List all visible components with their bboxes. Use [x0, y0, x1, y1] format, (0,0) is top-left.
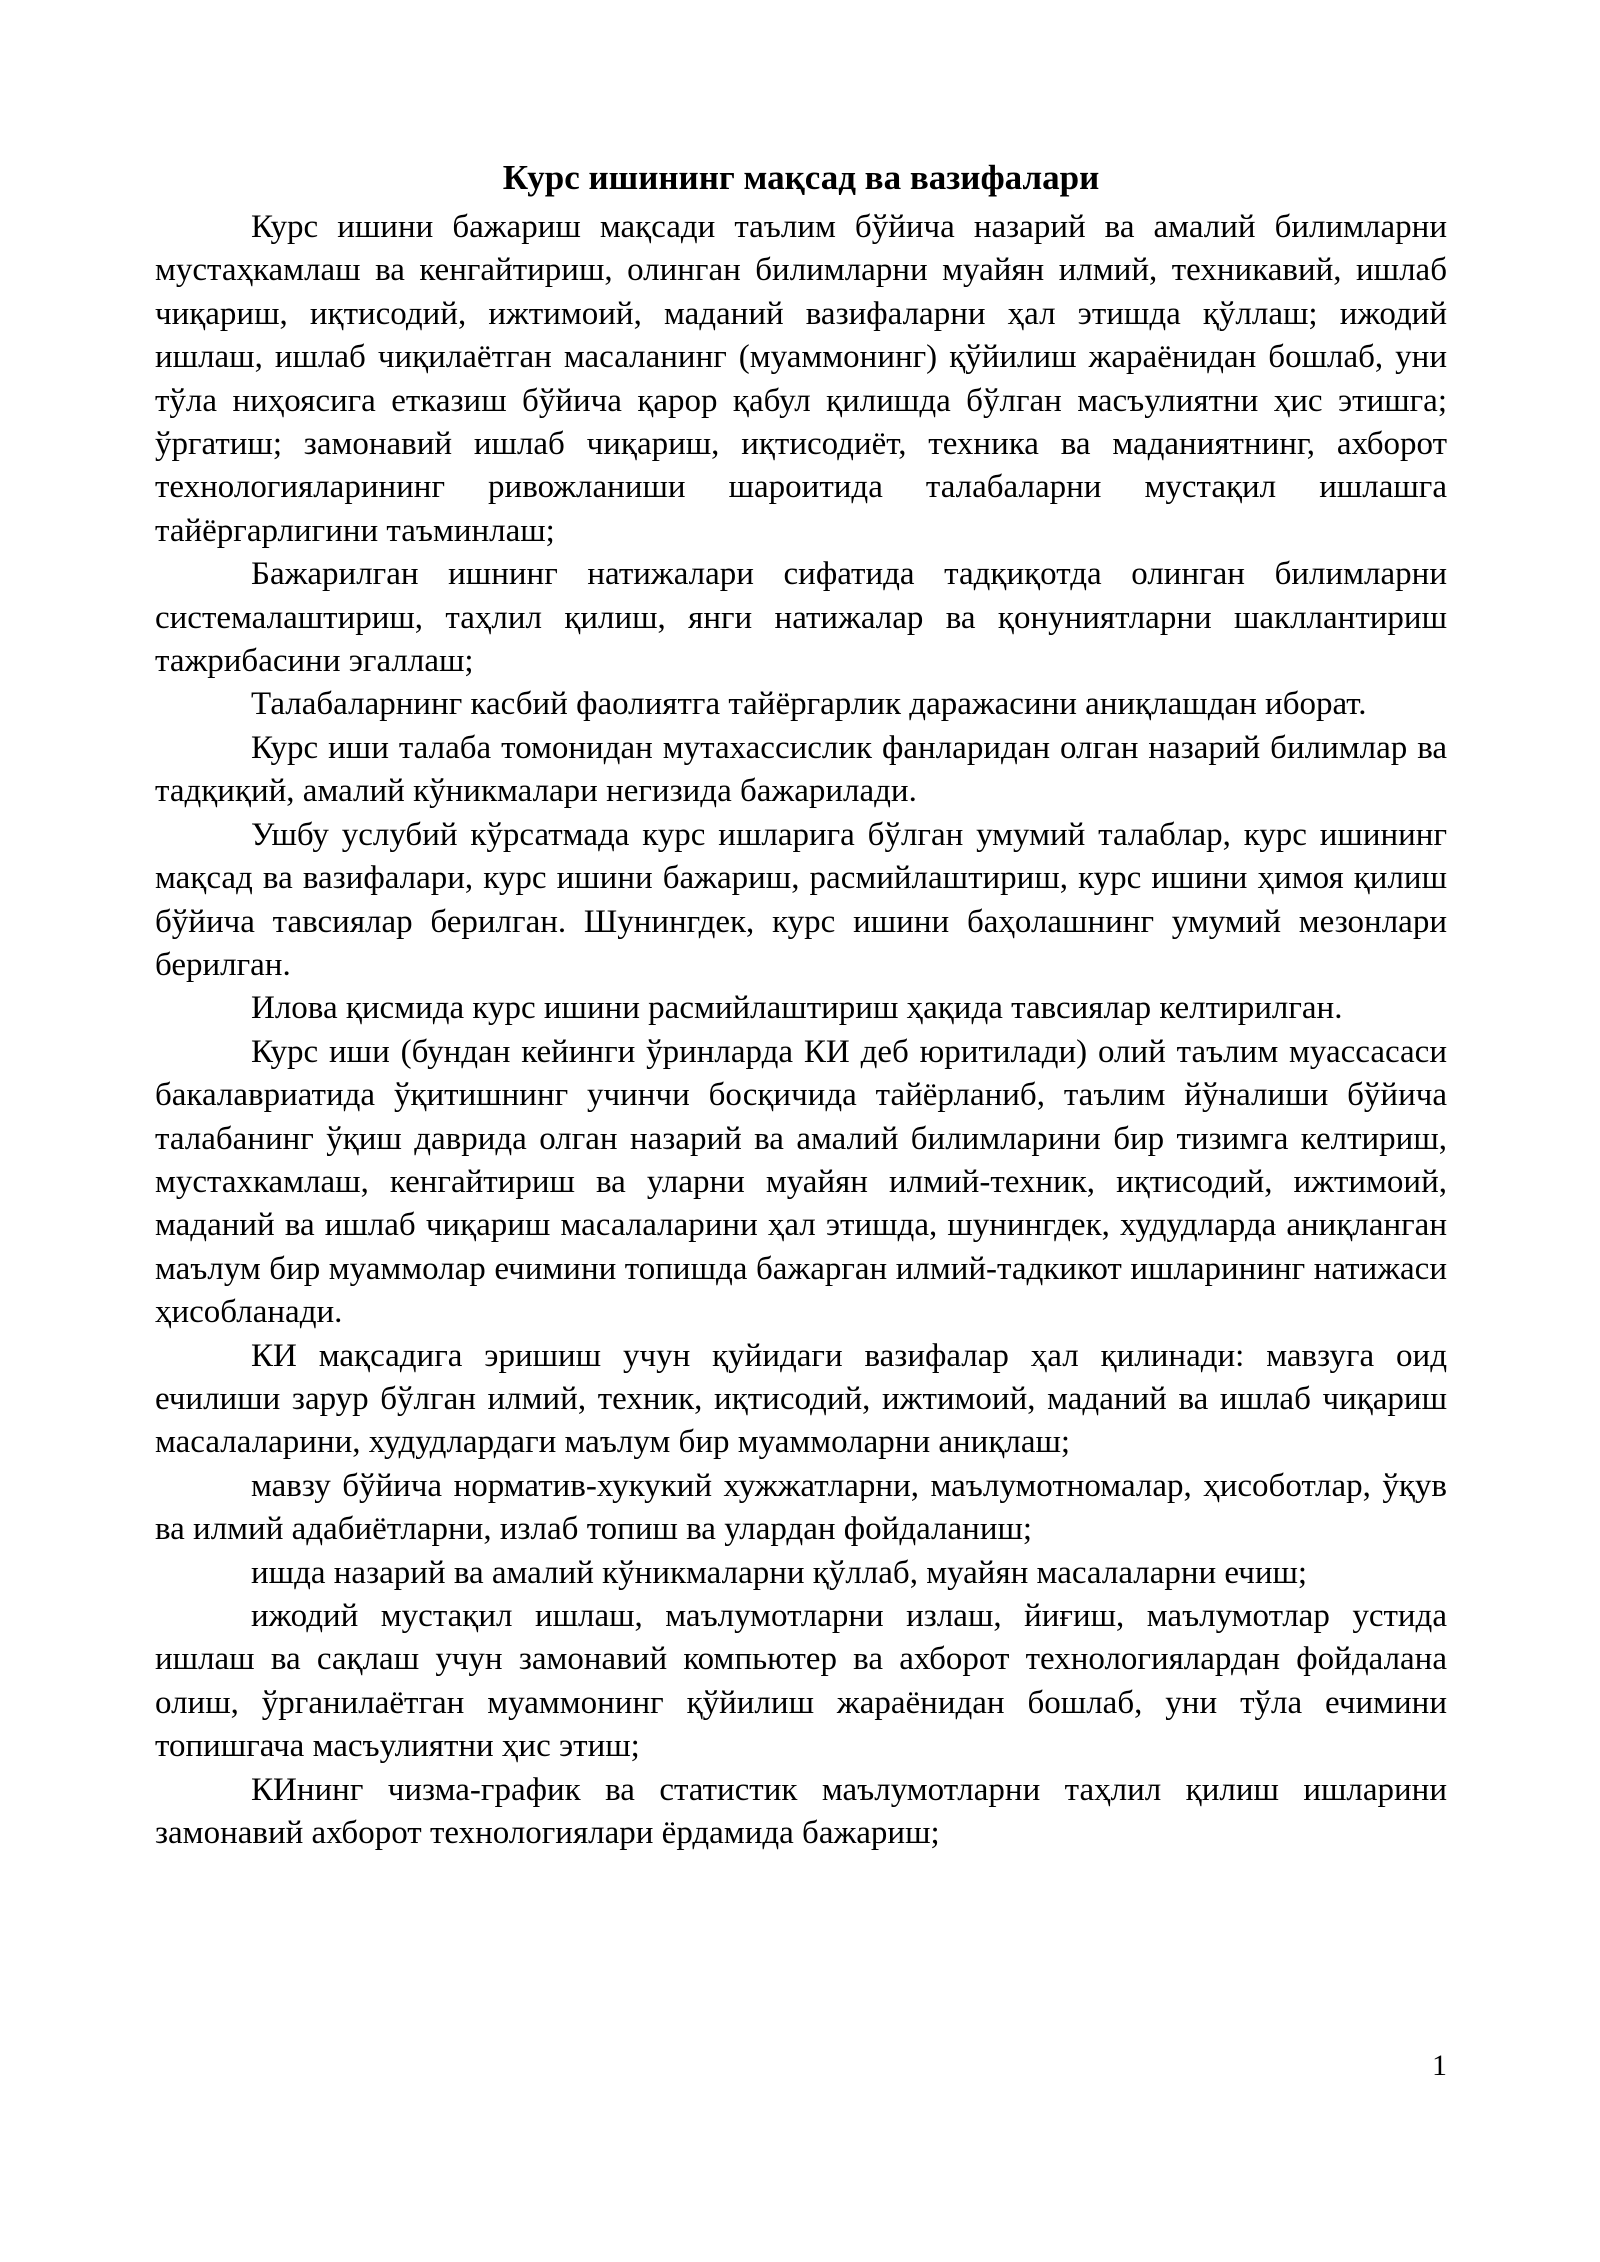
paragraph-6: Илова қисмида курс ишини расмийлаштириш ҳақида тавсиялар келтирилган. — [251, 990, 1343, 1027]
paragraph-8: КИ мақсадига эришиш учун қуйидаги вазифалар ҳал қилинади: мавзуга оид ечилиши зарур бўлган илмий, техник, иқтисодий, ижтимоий, маданий ва ишлаб чиқариш масалаларини, худудлардаги маълум бир муаммоларни аниқлаш; — [155, 1337, 1447, 1461]
paragraph-7: Курс иши (бундан кейинги ўринларда КИ деб юритилади) олий таълим муассасаси бакалавриатида ўқитишнинг учинчи босқичида тайёрланиб, таълим йўналиши бўйича талабанинг ўқиш даврида олган назарий ва амалий билимларини бир тизимга келтириш, мустахкамлаш, кенгайтириш ва уларни муайян илмий-техник, иқтисодий, ижтимоий, маданий ва ишлаб чиқариш масалаларини ҳал этишда, шунингдек, худудларда аниқланган маълум бир муаммолар ечимини топишда бажарган илмий-тадкикот ишларининг натижаси ҳисобланади. — [155, 1033, 1447, 1331]
page-title: Курс ишининг мақсад ва вазифалари — [502, 158, 1100, 197]
paragraph-11: ижодий мустақил ишлаш, маълумотларни излаш, йиғиш, маълумотлар устида ишлаш ва сақлаш учун замонавий компьютер ва ахборот технологиялардан фойдалана олиш, ўрганилаётган муаммонинг қўйилиш жараёнидан бошлаб, уни тўла ечимини топишгача масъулиятни ҳис этиш; — [155, 1598, 1447, 1765]
page-number: 1 — [1432, 2049, 1447, 2082]
paragraph-12: КИнинг чизма-график ва статистик маълумотларни таҳлил қилиш ишларини замонавий ахборот технологиялари ёрдамида бажариш; — [155, 1771, 1447, 1852]
paragraph-3: Талабаларнинг касбий фаолиятга тайёргарлик даражасини аниқлашдан иборат. — [251, 686, 1367, 723]
paragraph-4: Курс иши талаба томонидан мутахассислик фанларидан олган назарий билимлар ва тадқиқий, амалий кўникмалари негизида бажарилади. — [155, 729, 1447, 810]
paragraph-10: ишда назарий ва амалий кўникмаларни қўллаб, муайян масалаларни ечиш; — [251, 1554, 1308, 1591]
paragraph-9: мавзу бўйича норматив-хукукий хужжатларни, маълумотномалар, ҳисоботлар, ўқув ва илмий адабиётларни, излаб топиш ва улардан фойдаланиш; — [155, 1467, 1447, 1548]
document-body — [155, 206, 1447, 1855]
paragraph-5: Ушбу услубий кўрсатмада курс ишларига бўлган умумий талаблар, курс ишининг мақсад ва вазифалари, курс ишини бажариш, расмийлаштириш, курс ишини ҳимоя қилиш бўйича тавсиялар берилган. Шунингдек, курс ишини баҳолашнинг умумий мезонлари берилган. — [155, 816, 1447, 983]
paragraph-1: Курс ишини бажариш мақсади таълим бўйича назарий ва амалий билимларни мустаҳкамлаш ва кенгайтириш, олинган билимларни муайян илмий, техникавий, ишлаб чиқариш, иқтисодий, ижтимоий, маданий вазифаларни ҳал этишда қўллаш; ижодий ишлаш, ишлаб чиқилаётган масаланинг (муаммонинг) қўйилиш жараёнидан бошлаб, уни тўла ниҳоясига етказиш бўйича қарор қабул қилишда бўлган масъулиятни ҳис этишга; ўргатиш; замонавий ишлаб чиқариш, иқтисодиёт, техника ва маданиятнинг, ахборот технологияларининг ривожланиши шароитида талабаларни мустақил ишлашга тайёргарлигини таъминлаш; — [155, 209, 1447, 549]
paragraph-2: Бажарилган ишнинг натижалари сифатида тадқиқотда олинган билимларни системалаштириш, таҳлил қилиш, янги натижалар ва қонуниятларни шакллантириш тажрибасини эгаллаш; — [155, 556, 1447, 680]
